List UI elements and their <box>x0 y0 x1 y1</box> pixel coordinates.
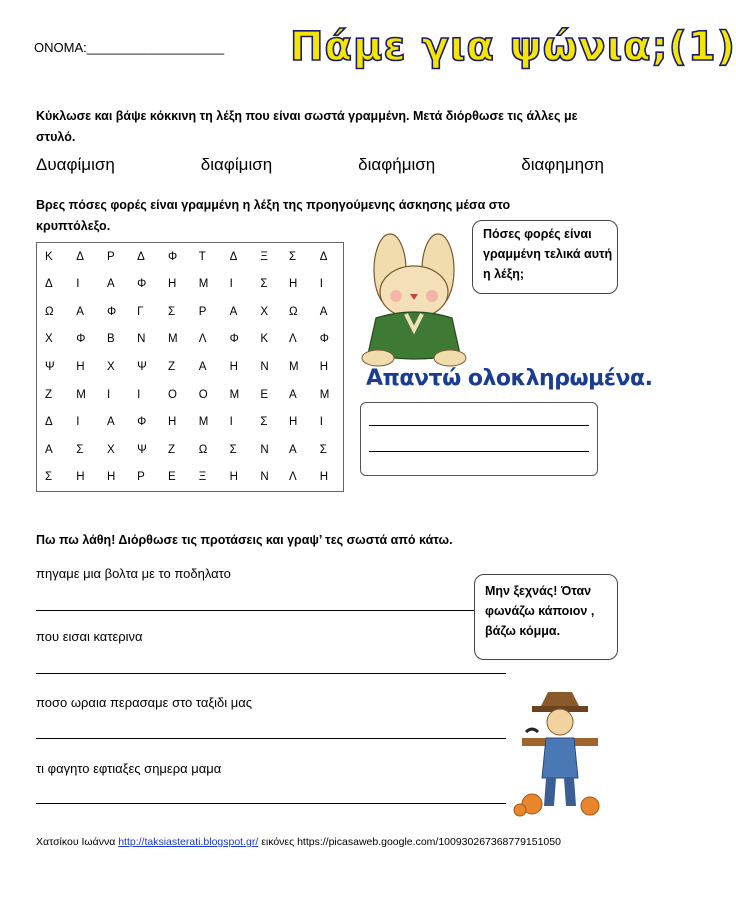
grid-letter[interactable]: Β <box>107 333 115 346</box>
grid-letter[interactable]: Λ <box>288 471 297 484</box>
grid-letter[interactable]: Φ <box>229 333 239 346</box>
grid-row <box>37 436 344 464</box>
word-choice[interactable]: Δυαφίμιση <box>36 155 115 174</box>
grid-letter[interactable]: Δ <box>319 250 328 263</box>
grid-letter[interactable]: Ω <box>198 443 208 456</box>
grid-letter[interactable]: Δ <box>45 278 53 291</box>
grid-letter[interactable]: Ι <box>137 388 141 401</box>
word-search-grid <box>36 242 344 492</box>
grid-letter[interactable]: Ι <box>319 278 323 291</box>
grid-letter[interactable]: Ρ <box>137 471 145 484</box>
question-speech-bubble: Πόσες φορές είναι γραμμένη τελικά αυτή η λέξη; <box>472 220 618 294</box>
grid-letter[interactable]: Χ <box>45 333 53 346</box>
grid-letter[interactable]: Δ <box>76 250 84 263</box>
footer-author: Χατσίκου Ιωάννα <box>36 836 116 848</box>
scarecrow-illustration <box>510 682 610 818</box>
grid-row <box>37 463 344 491</box>
grid-letter[interactable]: Ε <box>167 471 176 484</box>
grid-letter[interactable]: Α <box>107 416 115 429</box>
grid-letter[interactable]: Σ <box>288 250 297 263</box>
grid-letter[interactable]: Τ <box>198 250 206 263</box>
grid-letter[interactable]: Η <box>319 471 329 484</box>
grid-letter[interactable]: Α <box>288 443 297 456</box>
grid-letter[interactable]: Μ <box>198 278 209 291</box>
grid-letter[interactable]: Ο <box>198 388 208 401</box>
grid-row <box>37 243 344 271</box>
grid-letter[interactable]: Φ <box>107 305 117 318</box>
grid-letter[interactable]: Α <box>288 388 297 401</box>
grid-letter[interactable]: Μ <box>198 416 209 429</box>
grid-letter[interactable]: Ζ <box>167 443 175 456</box>
grid-letter[interactable]: Η <box>167 278 177 291</box>
grid-letter[interactable]: Χ <box>260 305 269 318</box>
grid-row <box>37 298 344 326</box>
grid-letter[interactable]: Δ <box>137 250 145 263</box>
write-line[interactable] <box>36 610 506 611</box>
word-choice[interactable]: διαφημηση <box>521 155 604 174</box>
grid-letter[interactable]: Μ <box>76 388 86 401</box>
grid-letter[interactable]: Ω <box>45 305 54 318</box>
grid-letter[interactable]: Κ <box>45 250 53 263</box>
grid-letter[interactable]: Σ <box>229 443 237 456</box>
grid-letter[interactable]: Δ <box>229 250 238 263</box>
sentence-text: ποσο ωραια περασαμε στο ταξιδι μας <box>36 695 253 710</box>
exercise3-instruction: Πω πω λάθη! Διόρθωσε τις προτάσεις και γραψ’ τες σωστά από κάτω. <box>36 533 453 547</box>
grid-letter[interactable]: Ι <box>107 388 111 401</box>
grid-letter[interactable]: Μ <box>167 333 178 346</box>
grid-letter[interactable]: Ψ <box>137 360 147 373</box>
grid-letter[interactable]: Φ <box>76 333 86 346</box>
grid-letter[interactable]: Ν <box>137 333 146 346</box>
sentence-text: τι φαγητο εφτιαξες σημερα μαμα <box>36 761 222 776</box>
grid-letter[interactable]: Φ <box>137 278 147 291</box>
grid-letter[interactable]: Σ <box>260 278 268 291</box>
grid-letter[interactable]: Α <box>198 360 207 373</box>
grid-letter[interactable]: Λ <box>288 333 297 346</box>
grid-letter[interactable]: Χ <box>107 443 115 456</box>
footer-images-credit: εικόνες https://picasaweb.google.com/100930267368779151050 <box>261 836 561 848</box>
exercise1-instruction: Κύκλωσε και βάψε κόκκινη τη λέξη που είναι σωστά γραμμένη. Μετά διόρθωσε τις άλλες με στυλό. <box>36 109 578 144</box>
grid-row <box>37 408 344 436</box>
grid-letter[interactable]: Η <box>288 278 298 291</box>
sentence-text: που εισαι κατερινα <box>36 629 143 644</box>
grid-letter[interactable]: Ξ <box>198 471 207 484</box>
grid-letter[interactable]: Σ <box>260 416 268 429</box>
grid-letter[interactable]: Φ <box>319 333 329 346</box>
grid-letter[interactable]: Η <box>288 416 298 429</box>
grid-letter[interactable]: Φ <box>167 250 178 263</box>
grid-letter[interactable]: Ι <box>229 278 233 291</box>
grid-letter[interactable]: Ο <box>167 388 177 401</box>
grid-row <box>37 271 344 299</box>
grid-letter[interactable]: Η <box>229 360 238 373</box>
grid-letter[interactable]: Ζ <box>167 360 175 373</box>
grid-letter[interactable]: Σ <box>319 443 327 456</box>
grid-letter[interactable]: Ρ <box>198 305 207 318</box>
footer-blog-link[interactable]: http://taksiasterati.blogspot.gr/ <box>118 836 259 848</box>
grid-letter[interactable]: Λ <box>198 333 207 346</box>
grid-letter[interactable]: Ω <box>288 305 298 318</box>
grid-letter[interactable]: Ψ <box>137 443 147 456</box>
grid-row <box>37 353 344 381</box>
write-line[interactable] <box>36 738 506 739</box>
word-choices <box>36 155 604 175</box>
grid-letter[interactable]: Ζ <box>45 388 53 401</box>
grid-letter[interactable]: Δ <box>45 416 53 429</box>
reminder-speech-bubble: Μην ξεχνάς! Όταν φωνάζω κάποιον , βάζω κόμμα. <box>474 574 618 660</box>
write-line[interactable] <box>36 803 506 804</box>
grid-letter[interactable]: Ψ <box>45 360 55 373</box>
grid-letter[interactable]: Η <box>107 471 116 484</box>
grid-letter[interactable]: Α <box>76 305 84 318</box>
grid-letter[interactable]: Ν <box>260 360 269 373</box>
grid-letter[interactable]: Η <box>167 416 177 429</box>
answer-line[interactable] <box>369 425 589 426</box>
grid-letter[interactable]: Κ <box>260 333 269 346</box>
name-field-label: ΟΝΟΜΑ:___________________ <box>34 40 225 55</box>
page-title: Πάμε για ψώνια;(1) <box>290 24 736 70</box>
grid-letter[interactable]: Α <box>45 443 53 456</box>
grid-letter[interactable]: Ι <box>319 416 323 429</box>
exercise2-instruction: Βρες πόσες φορές είναι γραμμένη η λέξη της προηγούμενης άσκησης μέσα στο κρυπτόλεξο. <box>36 198 511 233</box>
grid-letter[interactable]: Σ <box>76 443 84 456</box>
grid-letter[interactable]: Η <box>319 360 329 373</box>
grid-letter[interactable]: Α <box>319 305 328 318</box>
grid-letter[interactable]: Ν <box>260 471 269 484</box>
grid-letter[interactable]: Φ <box>137 416 147 429</box>
footer-credits <box>36 836 561 848</box>
grid-letter[interactable]: Μ <box>288 360 299 373</box>
answer-line[interactable] <box>369 451 589 452</box>
grid-letter[interactable]: Η <box>76 471 85 484</box>
grid-row <box>37 381 344 409</box>
bunny-illustration <box>356 230 472 370</box>
sentence-text: πηγαμε μια βολτα με το ποδηλατο <box>36 566 231 581</box>
grid-letter[interactable]: Ι <box>76 278 80 291</box>
write-line[interactable] <box>36 673 506 674</box>
grid-letter[interactable]: Ι <box>229 416 233 429</box>
grid-letter[interactable]: Α <box>229 305 238 318</box>
grid-letter[interactable]: Γ <box>137 305 144 318</box>
grid-letter[interactable]: Σ <box>45 471 53 484</box>
grid-letter[interactable]: Μ <box>319 388 330 401</box>
answer-fully-heading: Απαντώ ολοκληρωμένα. <box>366 366 653 391</box>
grid-letter[interactable]: Χ <box>107 360 115 373</box>
grid-letter[interactable]: Ρ <box>107 250 115 263</box>
grid-letter[interactable]: Ν <box>260 443 269 456</box>
grid-letter[interactable]: Σ <box>167 305 176 318</box>
grid-letter[interactable]: Μ <box>229 388 240 401</box>
answer-box <box>360 402 598 476</box>
grid-letter[interactable]: Ι <box>76 416 80 429</box>
word-choice[interactable]: διαφήμιση <box>358 155 436 174</box>
grid-letter[interactable]: Η <box>76 360 85 373</box>
grid-letter[interactable]: Ε <box>260 388 269 401</box>
grid-letter[interactable]: Η <box>229 471 238 484</box>
grid-letter[interactable]: Α <box>107 278 115 291</box>
grid-row <box>37 326 344 354</box>
word-choice[interactable]: διαφίμιση <box>200 155 273 174</box>
grid-letter[interactable]: Ξ <box>260 250 268 263</box>
